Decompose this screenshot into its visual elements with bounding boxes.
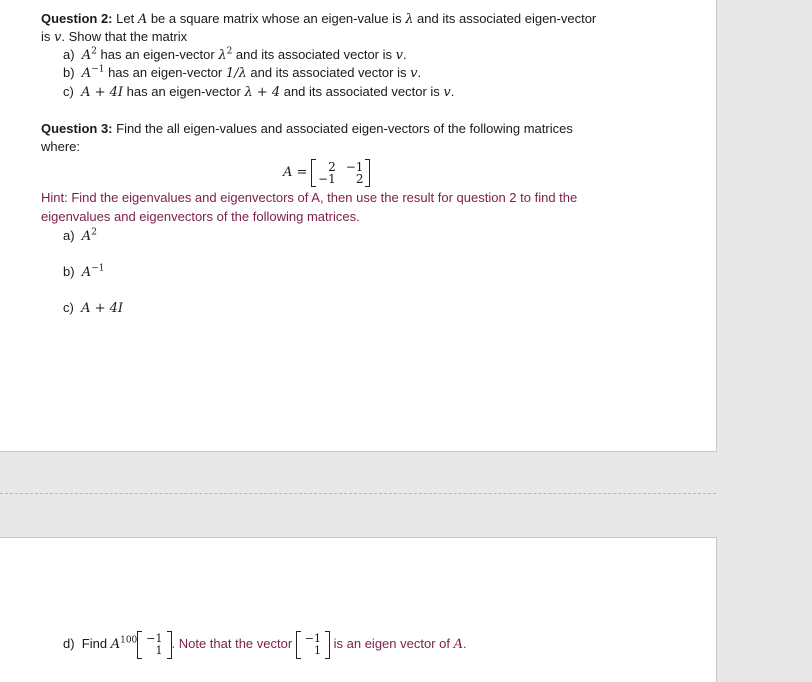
matrix-cell: 2: [355, 171, 364, 186]
item-text: has an eigen-vector: [123, 84, 245, 99]
q2-text: Let: [112, 11, 138, 26]
q2-text: is: [41, 29, 54, 44]
item-label: b): [63, 264, 75, 279]
vector-1: [137, 631, 171, 659]
item-label: a): [63, 47, 75, 62]
q3-part-b: [63, 263, 104, 282]
q3-line-1: [41, 120, 573, 138]
math-symbol: v: [395, 48, 403, 63]
math-symbol: A: [81, 66, 92, 81]
item-label: c): [63, 84, 74, 99]
superscript: 2: [91, 46, 97, 57]
note-text: .: [462, 636, 467, 651]
q2-line-1: [41, 10, 596, 29]
page-2: [0, 537, 717, 682]
q3-text: Find the all eigen-values and associated eigen-vectors of the following matrices: [112, 121, 573, 136]
superscript: 2: [226, 46, 233, 57]
item-label: c): [63, 300, 74, 315]
item-text: .: [402, 47, 407, 62]
note-text: is an eigen vector of: [330, 636, 454, 651]
math-expression: A + 4I: [81, 85, 124, 100]
superscript: −1: [91, 263, 105, 274]
math-symbol: v: [410, 66, 418, 81]
superscript: 100: [120, 635, 138, 646]
right-bracket: [365, 159, 370, 187]
q2-text: be a square matrix whose an eigen-value is: [147, 11, 406, 26]
item-label: d): [63, 636, 75, 651]
item-text: and its associated vector is: [246, 65, 411, 80]
item-text: has an eigen-vector: [104, 65, 226, 80]
item-text: Find: [81, 636, 111, 651]
q2-symbol-v: v: [54, 30, 62, 45]
vector-2: [296, 631, 330, 659]
superscript: 2: [91, 227, 97, 238]
q2-item-c: [63, 83, 454, 102]
math-symbol: A: [110, 637, 121, 652]
item-text: and its associated vector is: [232, 47, 396, 62]
q2-line-2: [41, 28, 187, 47]
q2-item-a: [63, 46, 407, 65]
hint-line-2: eigenvalues and eigenvectors of the following matrices.: [41, 209, 360, 224]
matrix-definition: [283, 156, 370, 189]
item-text: and its associated vector is: [280, 84, 444, 99]
q3-part-d: [63, 629, 467, 660]
page-break-separator: [0, 493, 716, 494]
q2-item-b: [63, 64, 421, 83]
math-symbol: A: [81, 229, 92, 244]
q3-line-2: [41, 138, 80, 156]
matrix-cell: 2: [328, 159, 336, 174]
matrix-a: [311, 159, 370, 187]
vector-cell: −1: [304, 631, 322, 645]
matrix-cell: −1: [345, 159, 364, 174]
q2-text: and its associated eigen-vector: [413, 11, 597, 26]
q2-symbol-lambda: λ: [405, 12, 414, 27]
math-expression: λ + 4: [244, 85, 281, 100]
q2-symbol-a: A: [137, 12, 148, 27]
q2-text: . Show that the matrix: [61, 29, 188, 44]
item-text: .: [450, 84, 455, 99]
note-text: . Note that the vector: [171, 636, 296, 651]
math-symbol: A: [81, 48, 92, 63]
math-symbol: A: [453, 637, 463, 652]
hint-line-1: Hint: Find the eigenvalues and eigenvectors of A, then use the result for question 2 to find the: [41, 190, 578, 205]
q3-part-c: [63, 299, 123, 318]
matrix-cell: −1: [318, 171, 336, 186]
q2-heading: Question 2:: [41, 11, 113, 26]
item-label: b): [63, 65, 75, 80]
math-symbol: A: [81, 265, 92, 280]
matrix-label: A =: [283, 165, 308, 180]
math-symbol: v: [443, 85, 451, 100]
q3-text: where:: [41, 139, 81, 154]
superscript: −1: [91, 64, 105, 75]
math-expression: A + 4I: [81, 301, 124, 316]
q3-part-a: [63, 227, 97, 246]
vector-cell: 1: [155, 643, 163, 657]
q3-heading: Question 3:: [41, 121, 113, 136]
item-text: has an eigen-vector: [96, 47, 219, 62]
vector-cell: −1: [146, 631, 163, 645]
math-expression: 1/λ: [225, 66, 247, 81]
item-label: a): [63, 228, 75, 243]
vector-cell: 1: [314, 643, 322, 657]
item-text: .: [417, 65, 422, 80]
math-symbol: λ: [218, 48, 227, 63]
